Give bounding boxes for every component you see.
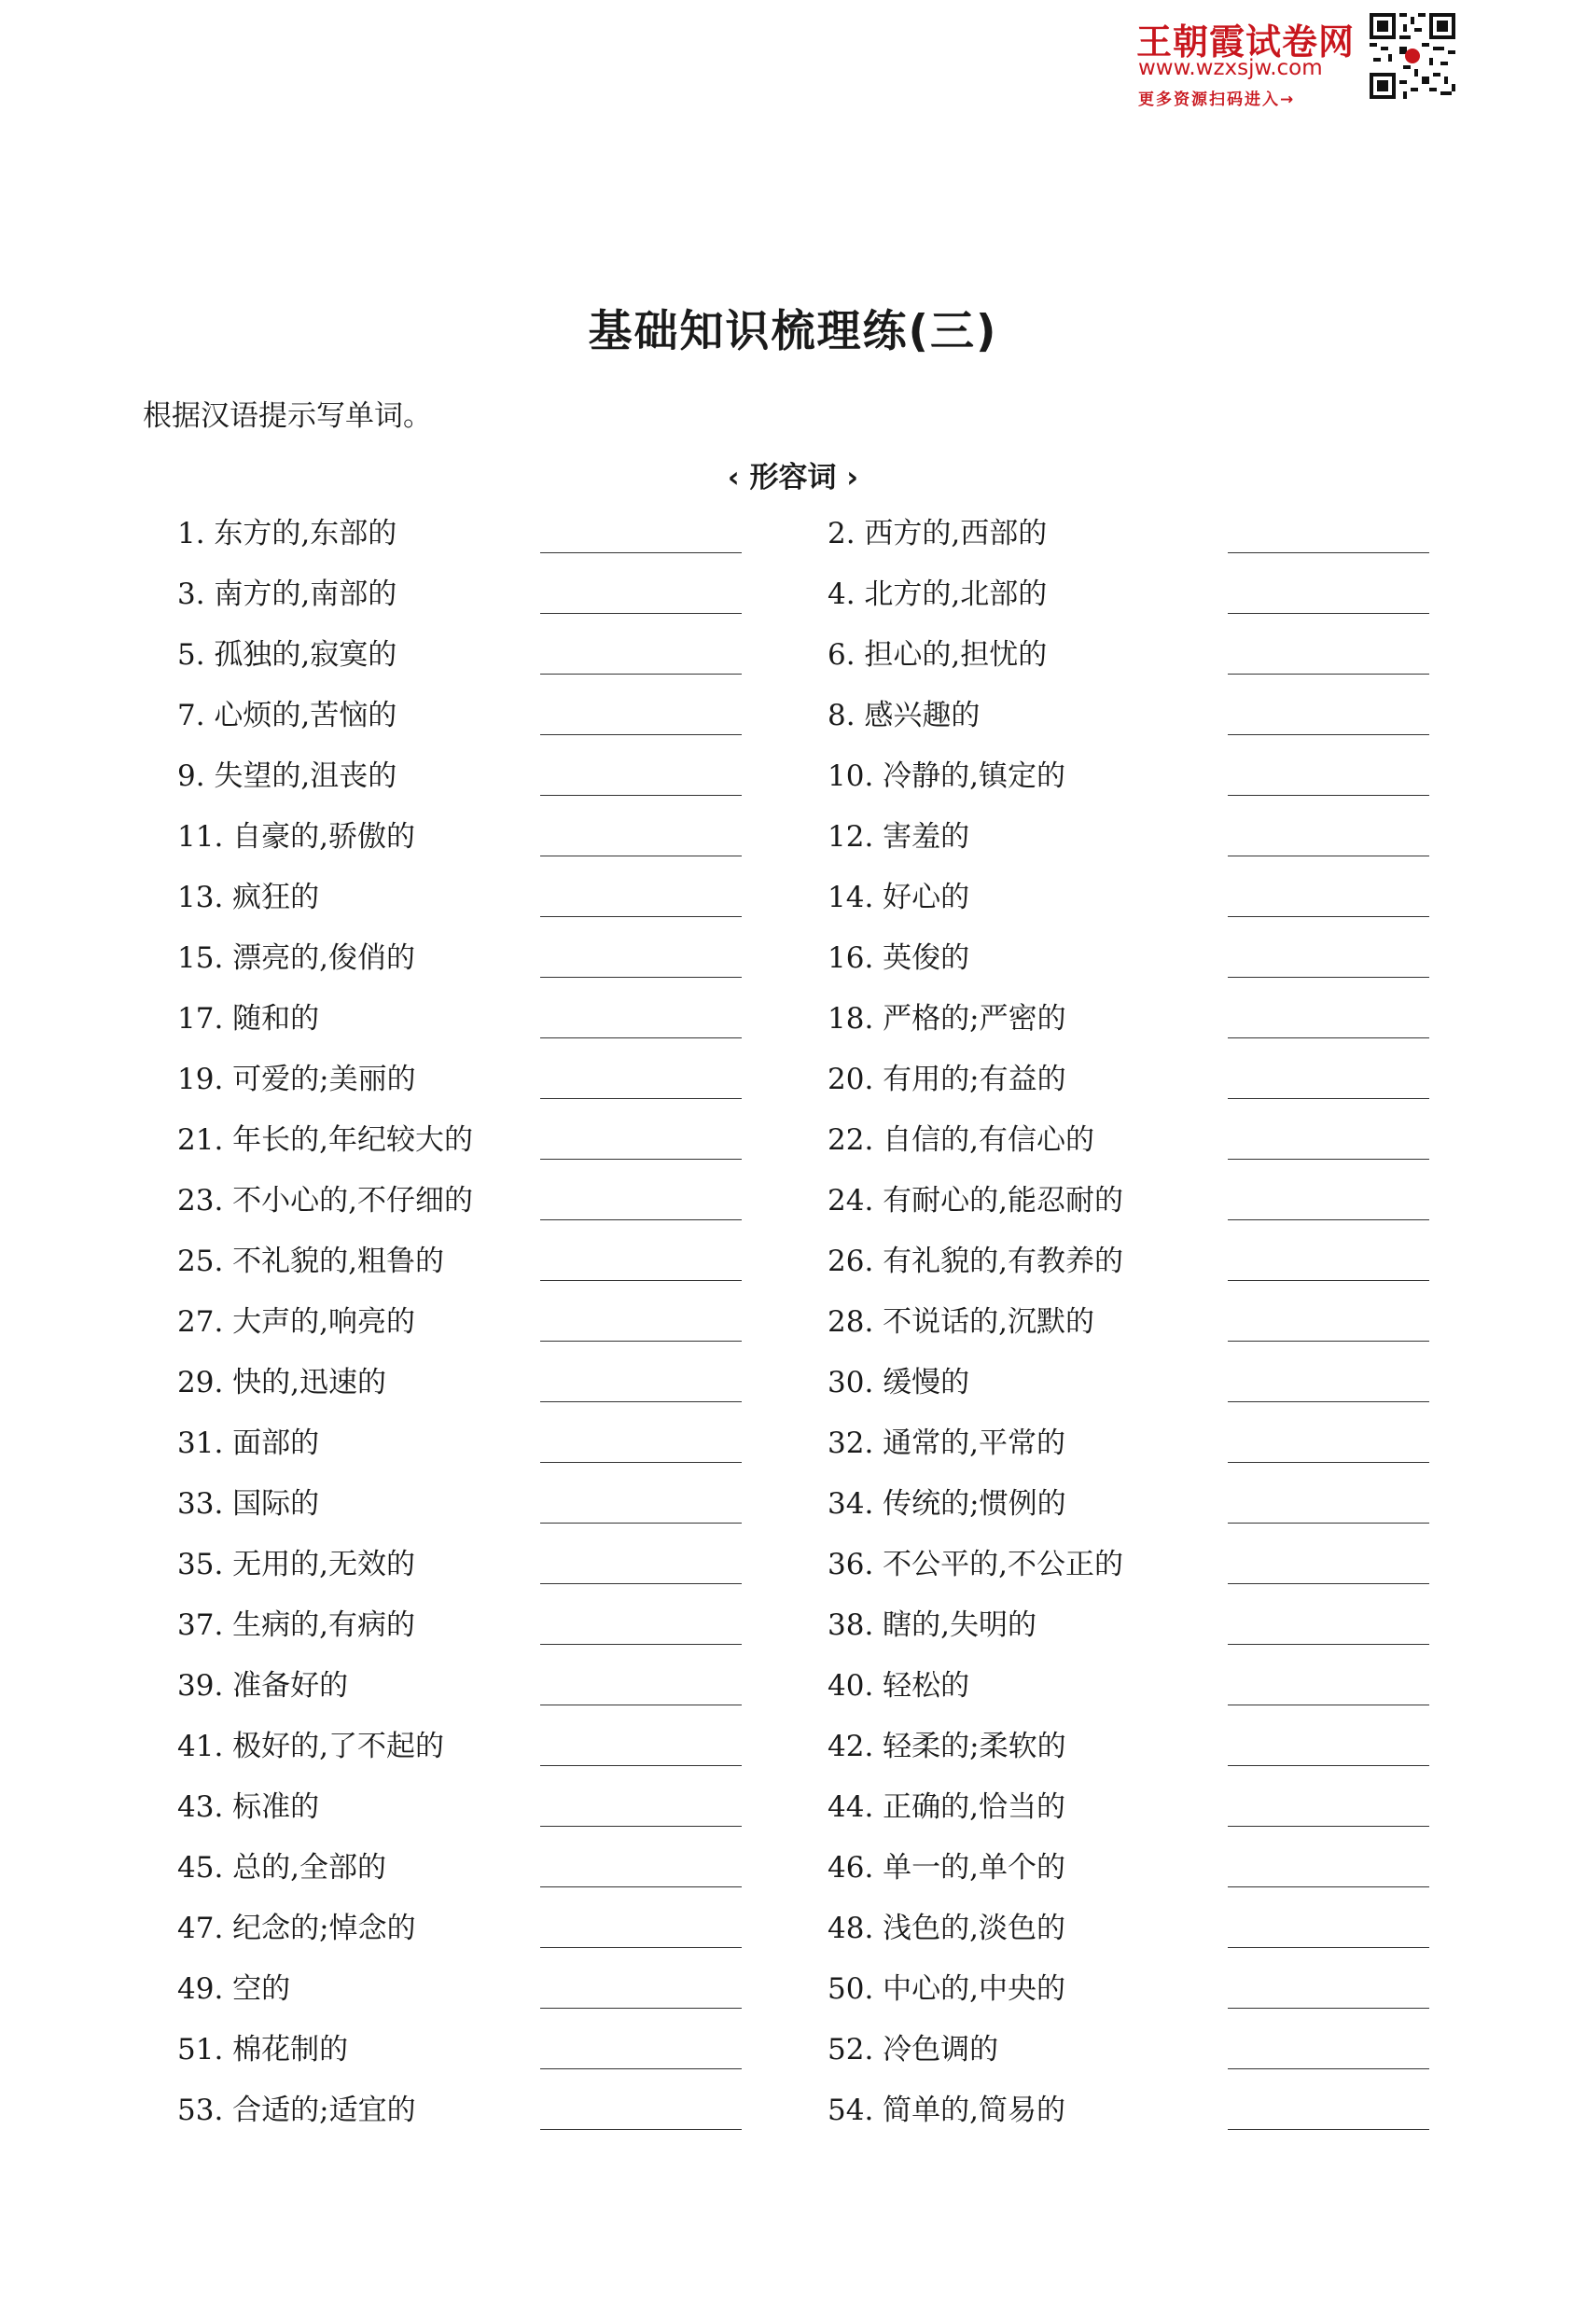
exercise-prompt: 49. 空的 (177, 1972, 291, 2006)
exercise-prompt: 35. 无用的,无效的 (177, 1548, 416, 1581)
answer-blank[interactable] (540, 613, 742, 614)
exercise-prompt: 3. 南方的,南部的 (177, 578, 397, 611)
answer-blank[interactable] (1228, 734, 1429, 735)
answer-blank[interactable] (1228, 1159, 1429, 1160)
exercise-prompt: 31. 面部的 (177, 1426, 320, 1460)
answer-blank[interactable] (540, 552, 742, 553)
answer-blank[interactable] (540, 1219, 742, 1220)
exercise-prompt: 13. 疯狂的 (177, 881, 320, 914)
exercise-prompt: 45. 总的,全部的 (177, 1851, 387, 1885)
exercise-prompt: 41. 极好的,了不起的 (177, 1730, 445, 1763)
exercise-prompt: 11. 自豪的,骄傲的 (177, 820, 416, 854)
answer-blank[interactable] (1228, 1826, 1429, 1827)
exercise-prompt: 47. 纪念的;悼念的 (177, 1912, 416, 1945)
answer-blank[interactable] (540, 2008, 742, 2009)
exercise-prompt: 10. 冷静的,镇定的 (828, 759, 1066, 793)
exercise-prompt: 16. 英俊的 (828, 941, 970, 975)
answer-blank[interactable] (1228, 1523, 1429, 1524)
exercise-prompt: 30. 缓慢的 (828, 1366, 970, 1399)
answer-blank[interactable] (1228, 1280, 1429, 1281)
exercise-prompt: 1. 东方的,东部的 (177, 517, 397, 550)
exercise-prompt: 27. 大声的,响亮的 (177, 1305, 416, 1339)
exercise-prompt: 4. 北方的,北部的 (828, 578, 1048, 611)
exercise-prompt: 6. 担心的,担忧的 (828, 638, 1048, 672)
answer-blank[interactable] (540, 1765, 742, 1766)
exercise-prompt: 54. 简单的,简易的 (828, 2094, 1066, 2127)
answer-blank[interactable] (1228, 1341, 1429, 1342)
exercise-prompt: 52. 冷色调的 (828, 2033, 999, 2067)
answer-blank[interactable] (540, 2129, 742, 2130)
answer-blank[interactable] (1228, 2068, 1429, 2069)
qr-code-icon (1370, 13, 1455, 99)
answer-blank[interactable] (1228, 613, 1429, 614)
logo-url: www.wzxsjw.com (1138, 56, 1323, 80)
answer-blank[interactable] (1228, 1098, 1429, 1099)
exercise-prompt: 44. 正确的,恰当的 (828, 1790, 1066, 1824)
exercise-prompt: 34. 传统的;惯例的 (828, 1487, 1066, 1521)
answer-blank[interactable] (540, 1037, 742, 1038)
exercise-prompt: 20. 有用的;有益的 (828, 1063, 1066, 1096)
exercise-prompt: 48. 浅色的,淡色的 (828, 1912, 1066, 1945)
answer-blank[interactable] (1228, 1765, 1429, 1766)
exercise-prompt: 40. 轻松的 (828, 1669, 970, 1703)
exercise-prompt: 19. 可爱的;美丽的 (177, 1063, 416, 1096)
answer-blank[interactable] (540, 1826, 742, 1827)
answer-blank[interactable] (1228, 916, 1429, 917)
exercise-prompt: 38. 瞎的,失明的 (828, 1608, 1037, 1642)
answer-blank[interactable] (1228, 674, 1429, 675)
answer-blank[interactable] (1228, 1219, 1429, 1220)
answer-blank[interactable] (1228, 2129, 1429, 2130)
answer-blank[interactable] (540, 1523, 742, 1524)
exercise-prompt: 15. 漂亮的,俊俏的 (177, 941, 416, 975)
exercise-prompt: 24. 有耐心的,能忍耐的 (828, 1184, 1124, 1218)
exercise-prompt: 29. 快的,迅速的 (177, 1366, 387, 1399)
answer-blank[interactable] (540, 1280, 742, 1281)
exercise-prompt: 14. 好心的 (828, 881, 970, 914)
logo-tagline: 更多资源扫码进入→ (1138, 90, 1296, 109)
exercise-prompt: 53. 合适的;适宜的 (177, 2094, 416, 2127)
answer-blank[interactable] (1228, 1886, 1429, 1887)
exercise-prompt: 51. 棉花制的 (177, 2033, 349, 2067)
exercise-prompt: 18. 严格的;严密的 (828, 1002, 1066, 1036)
exercise-prompt: 12. 害羞的 (828, 820, 970, 854)
exercise-prompt: 8. 感兴趣的 (828, 699, 981, 732)
instruction-text: 根据汉语提示写单词。 (143, 399, 432, 433)
exercise-prompt: 9. 失望的,沮丧的 (177, 759, 397, 793)
answer-blank[interactable] (540, 1947, 742, 1948)
answer-blank[interactable] (540, 674, 742, 675)
exercise-prompt: 25. 不礼貌的,粗鲁的 (177, 1245, 445, 1278)
exercise-prompt: 42. 轻柔的;柔软的 (828, 1730, 1066, 1763)
exercise-prompt: 32. 通常的,平常的 (828, 1426, 1066, 1460)
exercise-prompt: 43. 标准的 (177, 1790, 320, 1824)
answer-blank[interactable] (1228, 552, 1429, 553)
exercise-prompt: 23. 不小心的,不仔细的 (177, 1184, 474, 1218)
exercise-prompt: 50. 中心的,中央的 (828, 1972, 1066, 2006)
answer-blank[interactable] (540, 977, 742, 978)
exercise-prompt: 37. 生病的,有病的 (177, 1608, 416, 1642)
answer-blank[interactable] (1228, 795, 1429, 796)
answer-blank[interactable] (1228, 1644, 1429, 1645)
answer-blank[interactable] (1228, 1583, 1429, 1584)
answer-blank[interactable] (1228, 1401, 1429, 1402)
exercise-prompt: 39. 准备好的 (177, 1669, 349, 1703)
answer-blank[interactable] (540, 1401, 742, 1402)
answer-blank[interactable] (540, 1098, 742, 1099)
answer-blank[interactable] (1228, 1462, 1429, 1463)
section-heading: ‹ 形容词 › (727, 461, 859, 494)
exercise-prompt: 7. 心烦的,苦恼的 (177, 699, 397, 732)
answer-blank[interactable] (540, 916, 742, 917)
exercise-prompt: 17. 随和的 (177, 1002, 320, 1036)
exercise-prompt: 28. 不说话的,沉默的 (828, 1305, 1095, 1339)
exercise-prompt: 36. 不公平的,不公正的 (828, 1548, 1124, 1581)
exercise-prompt: 21. 年长的,年纪较大的 (177, 1123, 474, 1157)
exercise-prompt: 26. 有礼貌的,有教养的 (828, 1245, 1124, 1278)
answer-blank[interactable] (1228, 977, 1429, 978)
answer-blank[interactable] (540, 1462, 742, 1463)
answer-blank[interactable] (1228, 2008, 1429, 2009)
answer-blank[interactable] (540, 1341, 742, 1342)
exercise-prompt: 33. 国际的 (177, 1487, 320, 1521)
exercise-prompt: 5. 孤独的,寂寞的 (177, 638, 397, 672)
exercise-prompt: 22. 自信的,有信心的 (828, 1123, 1095, 1157)
answer-blank[interactable] (540, 795, 742, 796)
answer-blank[interactable] (1228, 1037, 1429, 1038)
answer-blank[interactable] (540, 1886, 742, 1887)
answer-blank[interactable] (540, 1583, 742, 1584)
answer-blank[interactable] (540, 1159, 742, 1160)
answer-blank[interactable] (540, 734, 742, 735)
answer-blank[interactable] (540, 1644, 742, 1645)
answer-blank[interactable] (1228, 1947, 1429, 1948)
page-title: 基础知识梳理练(三) (588, 306, 998, 357)
exercise-prompt: 2. 西方的,西部的 (828, 517, 1048, 550)
exercise-prompt: 46. 单一的,单个的 (828, 1851, 1066, 1885)
answer-blank[interactable] (540, 2068, 742, 2069)
logo-name: 王朝霞试卷网 (1136, 21, 1356, 63)
